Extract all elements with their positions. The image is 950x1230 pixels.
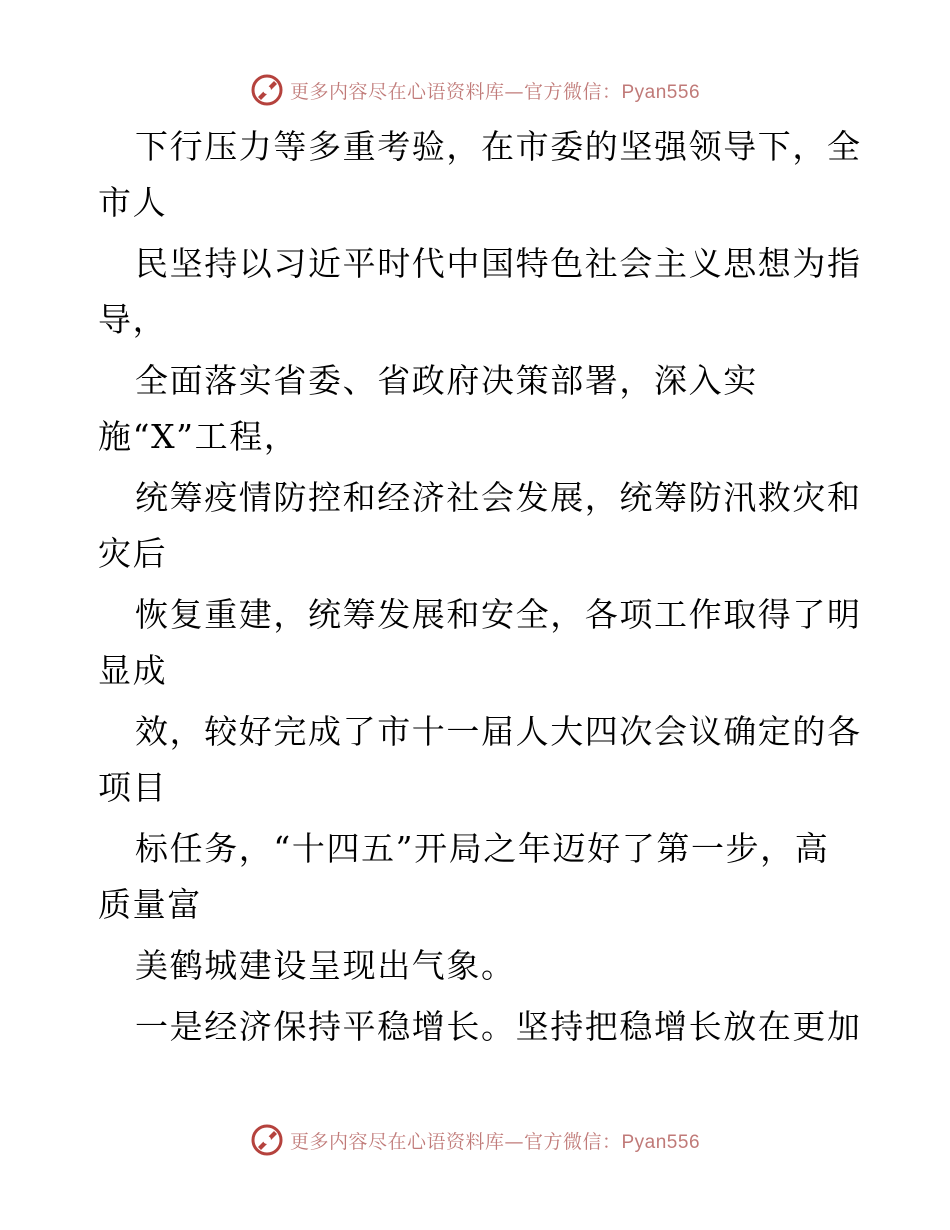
body-line: 市人 bbox=[98, 183, 168, 222]
body-line: 恢复重建，统筹发展和安全，各项工作取得了明 bbox=[135, 595, 862, 634]
footer-watermark bbox=[0, 1120, 950, 1160]
body-line: 显成 bbox=[98, 651, 168, 690]
body-line: 下行压力等多重考验，在市委的坚强领导下，全 bbox=[135, 127, 862, 166]
body-line: 标任务，“十四五”开局之年迈好了第一步，高 bbox=[135, 829, 830, 868]
body-line: 美鹤城建设呈现出气象。 bbox=[135, 946, 516, 985]
header-watermark bbox=[0, 70, 950, 110]
footer-watermark-text: 更多内容尽在心语资料库—官方微信：Pyan556 bbox=[289, 1130, 701, 1153]
body-line: 一是经济保持平稳增长。坚持把稳增长放在更加 bbox=[135, 1007, 862, 1046]
body-line: 效，较好完成了市十一届人大四次会议确定的各 bbox=[135, 712, 862, 751]
body-line: 全面落实省委、省政府决策部署，深入实 bbox=[135, 361, 758, 400]
watermark-logo-icon bbox=[250, 73, 284, 107]
watermark-logo-icon bbox=[250, 1123, 284, 1157]
body-line: 灾后 bbox=[98, 534, 168, 573]
body-line: 施“X”工程， bbox=[98, 417, 299, 456]
header-watermark-text: 更多内容尽在心语资料库—官方微信：Pyan556 bbox=[289, 80, 701, 103]
body-line: 统筹疫情防控和经济社会发展，统筹防汛救灾和 bbox=[135, 478, 862, 517]
body-line: 项目 bbox=[98, 768, 168, 807]
body-line: 质量富 bbox=[98, 885, 202, 924]
body-line: 导， bbox=[98, 300, 168, 339]
body-line: 民坚持以习近平时代中国特色社会主义思想为指 bbox=[135, 244, 862, 283]
